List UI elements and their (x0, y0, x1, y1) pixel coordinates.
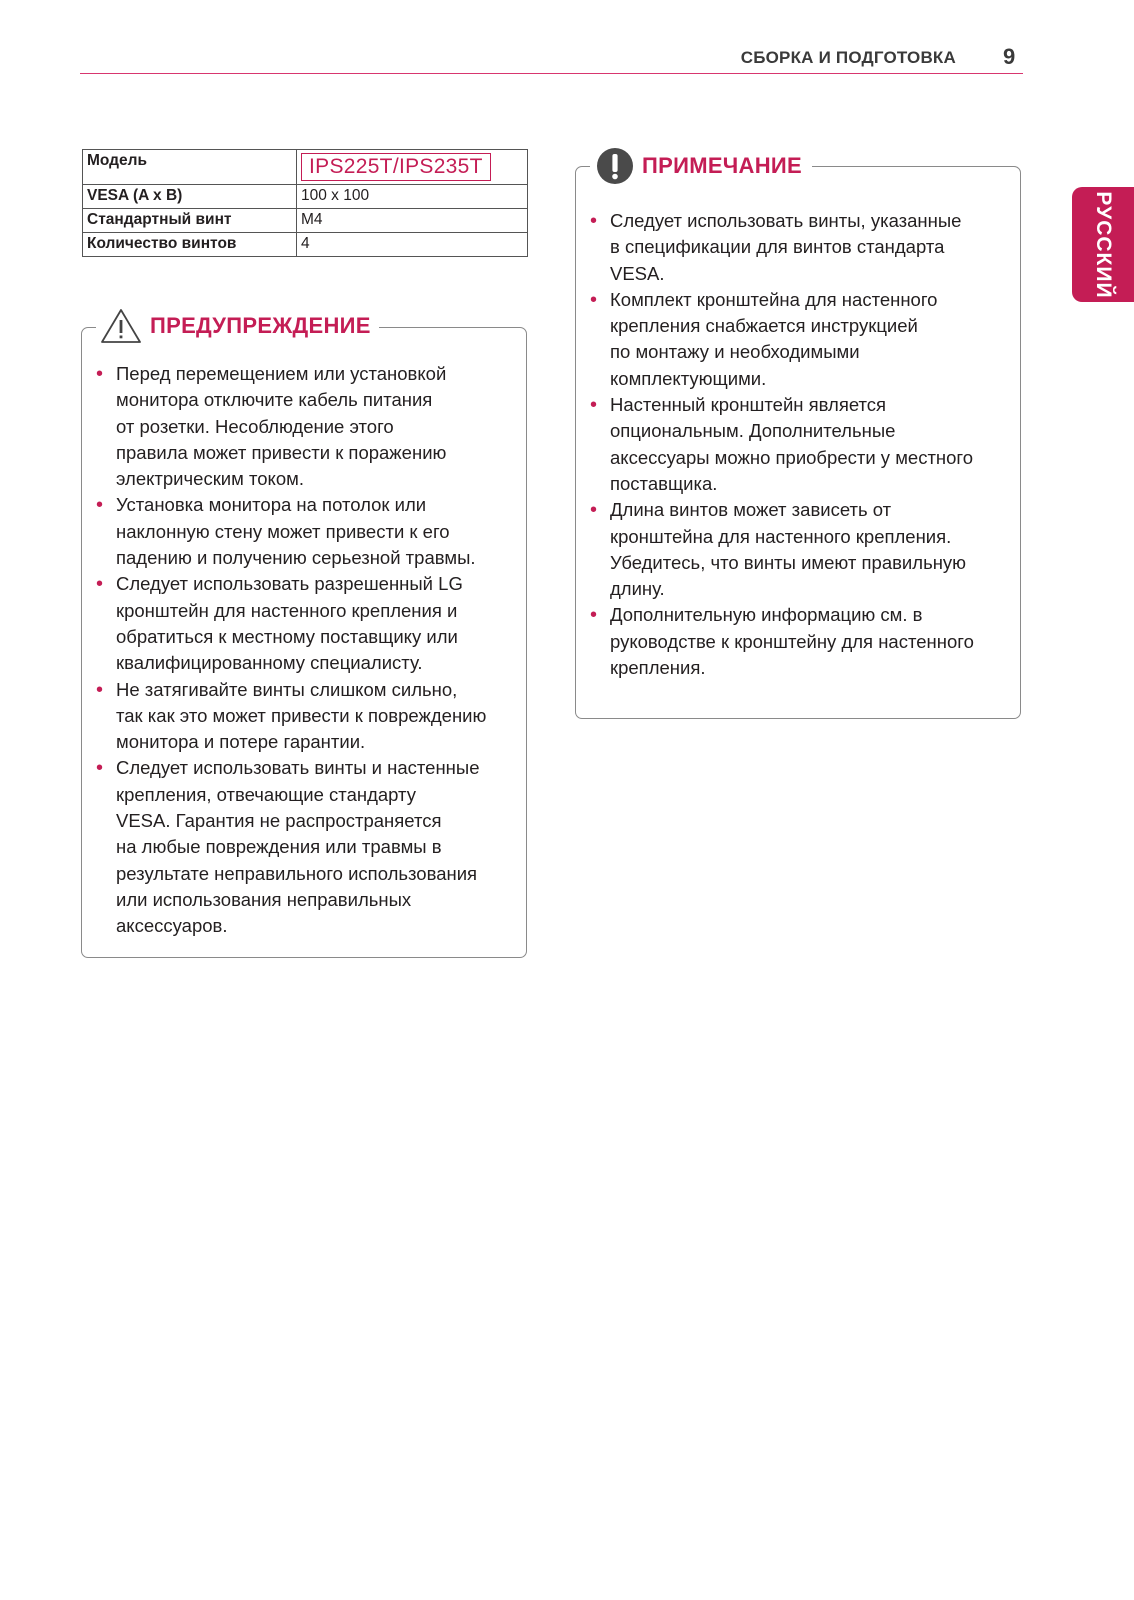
list-item: • Следует использовать винты, указанные в спецификации для винтов стандарта VESA. (590, 208, 1015, 287)
model-value: IPS225T/IPS235T (301, 153, 491, 181)
note-box (575, 153, 1021, 719)
spec-label: Количество винтов (83, 233, 297, 257)
spec-value: 4 (297, 233, 528, 257)
warning-triangle-icon (100, 308, 142, 344)
list-item: • Следует использовать винты и настенные крепления, отвечающие стандарту VESA. Гарантия не распространяется на любые повреждения или травмы в результате неправильного использования или использования неправильных аксессуаров. (96, 755, 521, 939)
list-item: • Дополнительную информацию см. в руководстве к кронштейну для настенного крепления. (590, 602, 1015, 681)
spec-label: VESA (A x B) (83, 185, 297, 209)
spec-label: Модель (83, 150, 297, 185)
note-title: ПРИМЕЧАНИЕ (642, 153, 803, 178)
spec-value-cell (297, 150, 528, 185)
language-tab (1072, 187, 1134, 302)
table-row (83, 185, 528, 209)
warning-title: ПРЕДУПРЕЖДЕНИЕ (150, 313, 371, 338)
warning-list (96, 361, 521, 940)
table-row (83, 209, 528, 233)
page-number: 9 (1003, 44, 1016, 69)
note-list (590, 208, 1015, 681)
table-row (83, 150, 528, 185)
list-item: • Комплект кронштейна для настенного крепления снабжается инструкцией по монтажу и необходимыми комплектующими. (590, 287, 1015, 392)
spec-label: Стандартный винт (83, 209, 297, 233)
spec-value: 100 x 100 (297, 185, 528, 209)
list-item: • Установка монитора на потолок или наклонную стену может привести к его падению и получению серьезной травмы. (96, 492, 521, 571)
header-divider (80, 73, 1023, 74)
warning-header (96, 308, 379, 344)
exclamation-circle-icon (596, 147, 634, 185)
list-item: • Не затягивайте винты слишком сильно, так как это может привести к повреждению монитора и потере гарантии. (96, 677, 521, 756)
list-item: • Следует использовать разрешенный LG кронштейн для настенного крепления и обратиться к местному поставщику или квалифицированному специалисту. (96, 571, 521, 676)
note-header (590, 147, 812, 185)
list-item: • Длина винтов может зависеть от кронштейна для настенного крепления. Убедитесь, что винты имеют правильную длину. (590, 497, 1015, 602)
spec-value: M4 (297, 209, 528, 233)
table-row (83, 233, 528, 257)
language-tab-label: РУССКИЙ (1092, 190, 1115, 299)
list-item: • Настенный кронштейн является опциональным. Дополнительные аксессуары можно приобрести у местного поставщика. (590, 392, 1015, 497)
warning-box (81, 313, 527, 958)
section-title: СБОРКА И ПОДГОТОВКА (740, 48, 956, 67)
list-item: • Перед перемещением или установкой монитора отключите кабель питания от розетки. Несоблюдение этого правила может привести к поражению электрическим током. (96, 361, 521, 492)
spec-table (82, 149, 528, 257)
